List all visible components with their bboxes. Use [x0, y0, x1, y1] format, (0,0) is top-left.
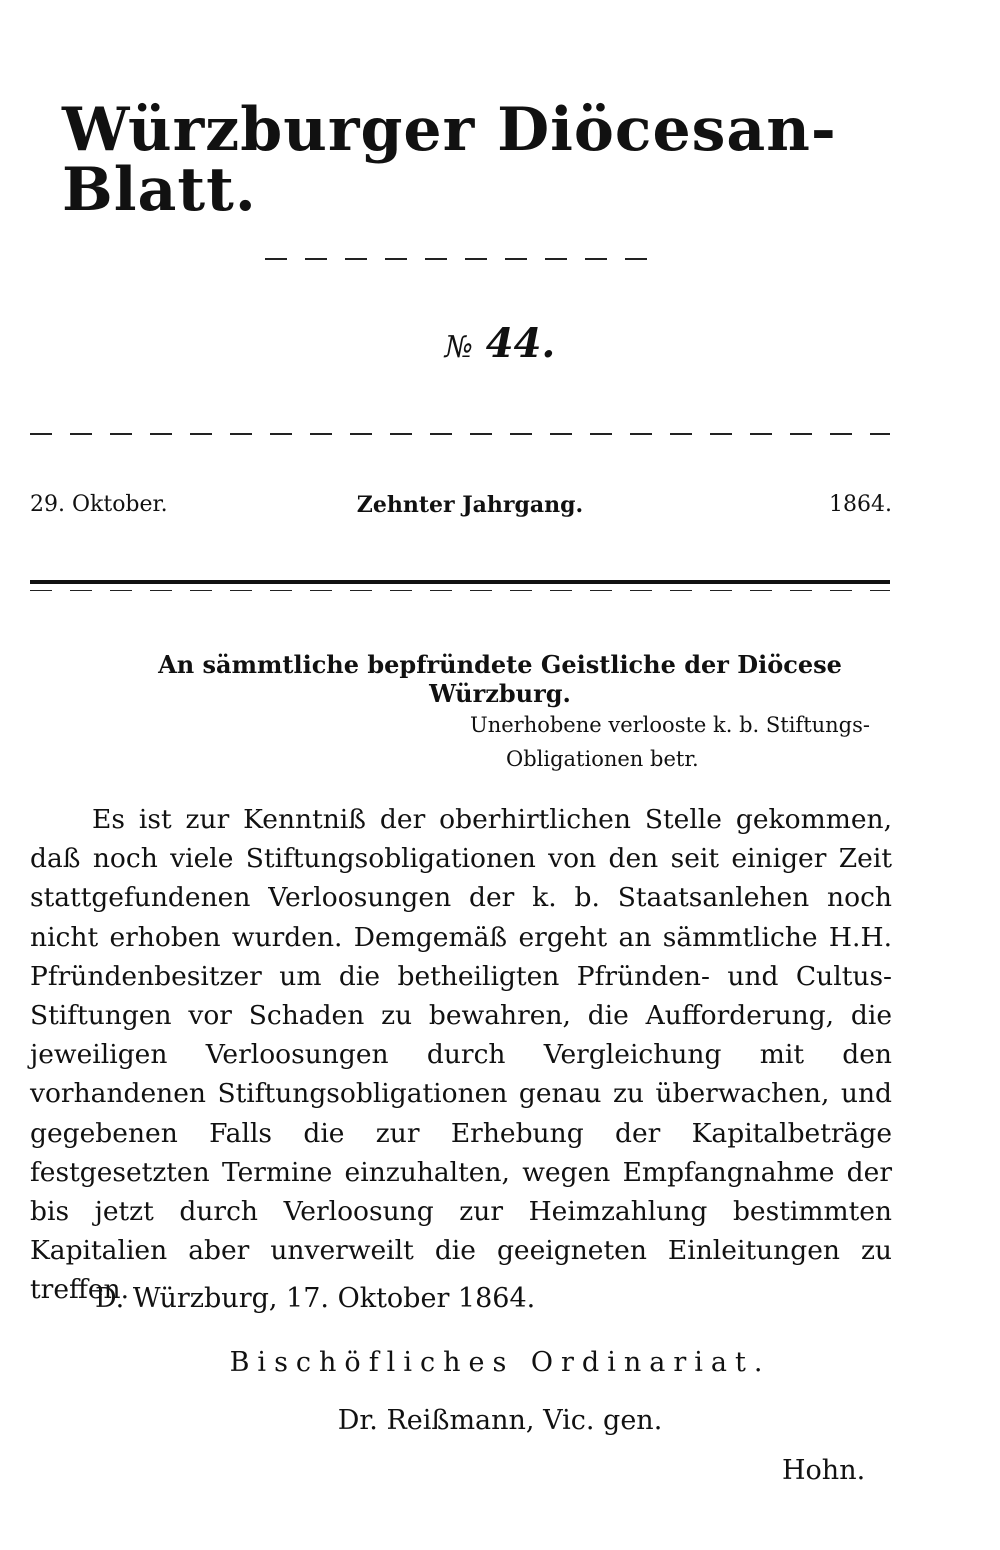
signatory: Dr. Reißmann, Vic. gen. — [337, 1405, 663, 1436]
masthead-title: Würzburger Diöcesan-Blatt. — [62, 95, 837, 225]
divider — [265, 258, 647, 260]
subject-line: Obligationen betr. — [506, 747, 699, 771]
volume-label: Zehnter Jahrgang. — [356, 492, 584, 518]
body-paragraph: Es ist zur Kenntniß der oberhirtlichen Stelle gekommen, daß noch viele Stiftungsobligationen von den seit einiger Zeit stattgefundenen Verloosungen der k. b. Staatsanlehen noch nicht erhoben wurden. Demgemäß ergeht an sämmtliche H.H. Pfründenbesitzer um die betheiligten Pfründen- und Cultus-Stiftungen vor Schaden zu bewahren, die Aufforderung, die jeweiligen Verloosungen durch Vergleichung mit den vorhandenen Stiftungsobligationen genau zu überwachen, und gegebenen Falls die zur Erhebung der Kapitalbeträge festgesetzten Termine einzuhalten, wegen Empfangnahme der bis jetzt durch Verloosung zur Heimzahlung bestimmten Kapitalien aber unverweilt die geeigneten Einleitungen zu treffen. — [30, 804, 892, 1306]
issue-prefix: № — [444, 330, 474, 365]
notice-body — [30, 800, 892, 1310]
issue-number — [0, 320, 1000, 367]
issue-value: 44. — [485, 320, 556, 367]
notice-subject — [470, 708, 900, 776]
divider — [30, 590, 890, 591]
divider — [30, 433, 890, 435]
issue-year: 1864. — [829, 492, 892, 517]
issuing-authority: Bischöfliches Ordinariat. — [229, 1347, 771, 1378]
place-date: D. Würzburg, 17. Oktober 1864. — [95, 1283, 536, 1314]
subject-line: Unerhobene verlooste k. b. Stiftungs- — [470, 713, 870, 737]
divider — [30, 580, 890, 584]
issue-date: 29. Oktober. — [30, 492, 168, 517]
notice-heading: An sämmtliche bepfründete Geistliche der Diöcese Würzburg. — [158, 650, 842, 708]
countersignatory: Hohn. — [782, 1455, 866, 1486]
